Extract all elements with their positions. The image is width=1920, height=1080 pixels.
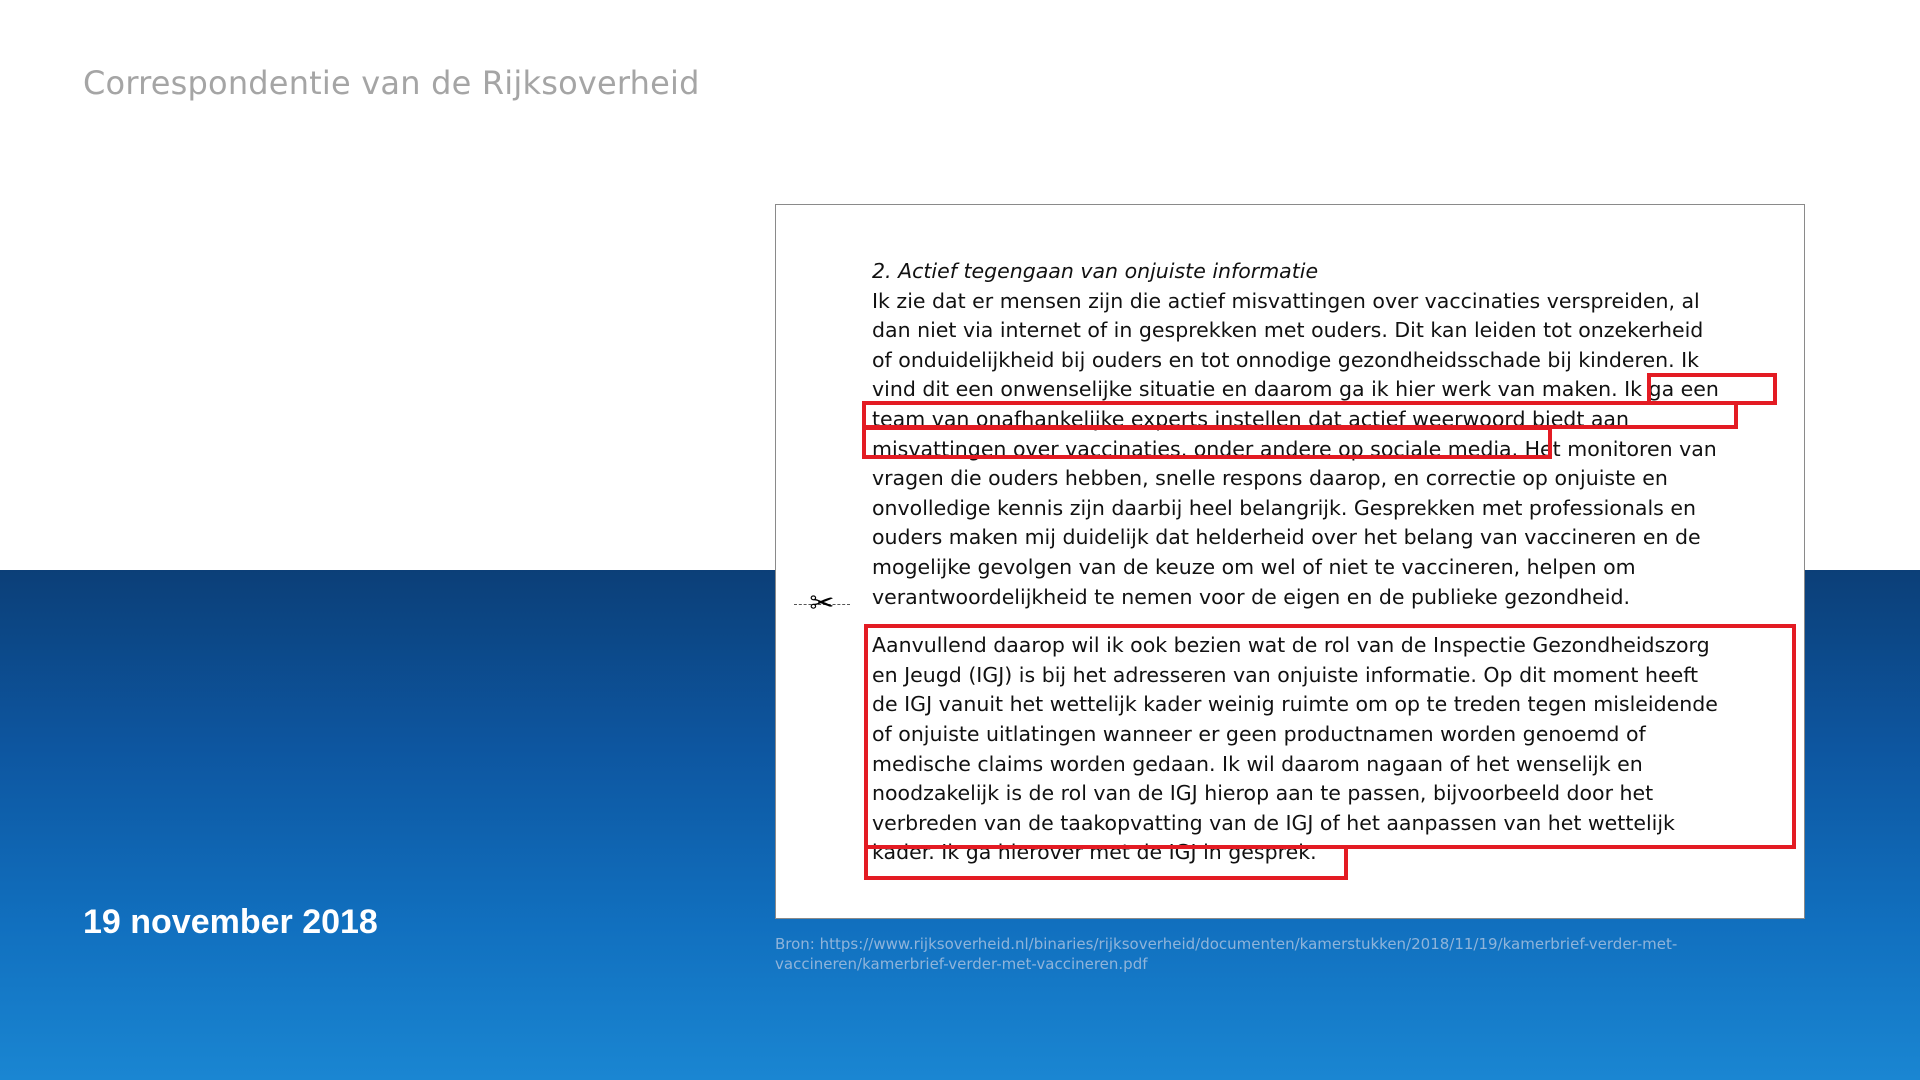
text-line: de IGJ vanuit het wettelijk kader weinig ruimte om op te treden tegen misleidende xyxy=(872,692,1718,717)
text-line: verbreden van de taakopvatting van de IGJ of het aanpassen van het wettelijk xyxy=(872,810,1675,835)
document-excerpt xyxy=(775,204,1805,919)
text-line: ouders maken mij duidelijk dat helderheid over het belang van vaccineren en de xyxy=(872,525,1701,550)
text-line: mogelijke gevolgen van de keuze om wel of niet te vaccineren, helpen om xyxy=(872,554,1636,579)
text-line: misvattingen over vaccinaties, onder andere op sociale media. Het monitoren van xyxy=(872,436,1717,461)
text-line: of onjuiste uitlatingen wanneer er geen productnamen worden genoemd of xyxy=(872,721,1646,746)
highlight-box-1b xyxy=(862,401,1738,429)
highlight-box-2a xyxy=(864,624,1796,849)
text-line: en Jeugd (IGJ) is bij het adresseren van onjuiste informatie. Op dit moment heeft xyxy=(872,662,1699,687)
slide-title: Correspondentie van de Rijksoverheid xyxy=(83,64,700,102)
text-line: vragen die ouders hebben, snelle respons daarop, en correctie op onjuiste en xyxy=(872,466,1668,491)
text-line: team van onafhankelijke experts instellen dat actief weerwoord biedt aan xyxy=(872,406,1629,431)
document-heading: 2. Actief tegengaan van onjuiste informatie xyxy=(872,259,1319,283)
text-line: medische claims worden gedaan. Ik wil daarom nagaan of het wenselijk en xyxy=(872,751,1643,776)
text-line: onvolledige kennis zijn daarbij heel belangrijk. Gesprekken met professionals en xyxy=(872,495,1696,520)
text-line: Ik zie dat er mensen zijn die actief misvattingen over vaccinaties verspreiden, al xyxy=(872,288,1700,313)
text-line: kader. Ik ga hierover met de IGJ in gesprek. xyxy=(872,840,1317,865)
scissors-icon: ✂ xyxy=(792,589,852,619)
text-line: noodzakelijk is de rol van de IGJ hierop aan te passen, bijvoorbeeld door het xyxy=(872,781,1654,806)
text-line: vind dit een onwenselijke situatie en daarom ga ik hier werk van maken. Ik ga een xyxy=(872,377,1719,402)
text-line: Aanvullend daarop wil ik ook bezien wat de rol van de Inspectie Gezondheidszorg xyxy=(872,633,1710,658)
text-line: dan niet via internet of in gesprekken met ouders. Dit kan leiden tot onzekerheid xyxy=(872,318,1704,343)
slide-date: 19 november 2018 xyxy=(83,903,378,941)
highlight-box-1c xyxy=(862,426,1552,459)
highlight-box-2b xyxy=(864,845,1348,880)
text-line: verantwoordelijkheid te nemen voor de eigen en de publieke gezondheid. xyxy=(872,584,1631,609)
text-line: of onduidelijkheid bij ouders en tot onnodige gezondheidsschade bij kinderen. Ik xyxy=(872,347,1700,372)
source-citation: Bron: https://www.rijksoverheid.nl/binaries/rijksoverheid/documenten/kamerstukken/2018/11/19/kamerbrief-verder-met-vaccineren/kamerbrief-verder-met-vaccineren.pdf xyxy=(775,935,1678,973)
